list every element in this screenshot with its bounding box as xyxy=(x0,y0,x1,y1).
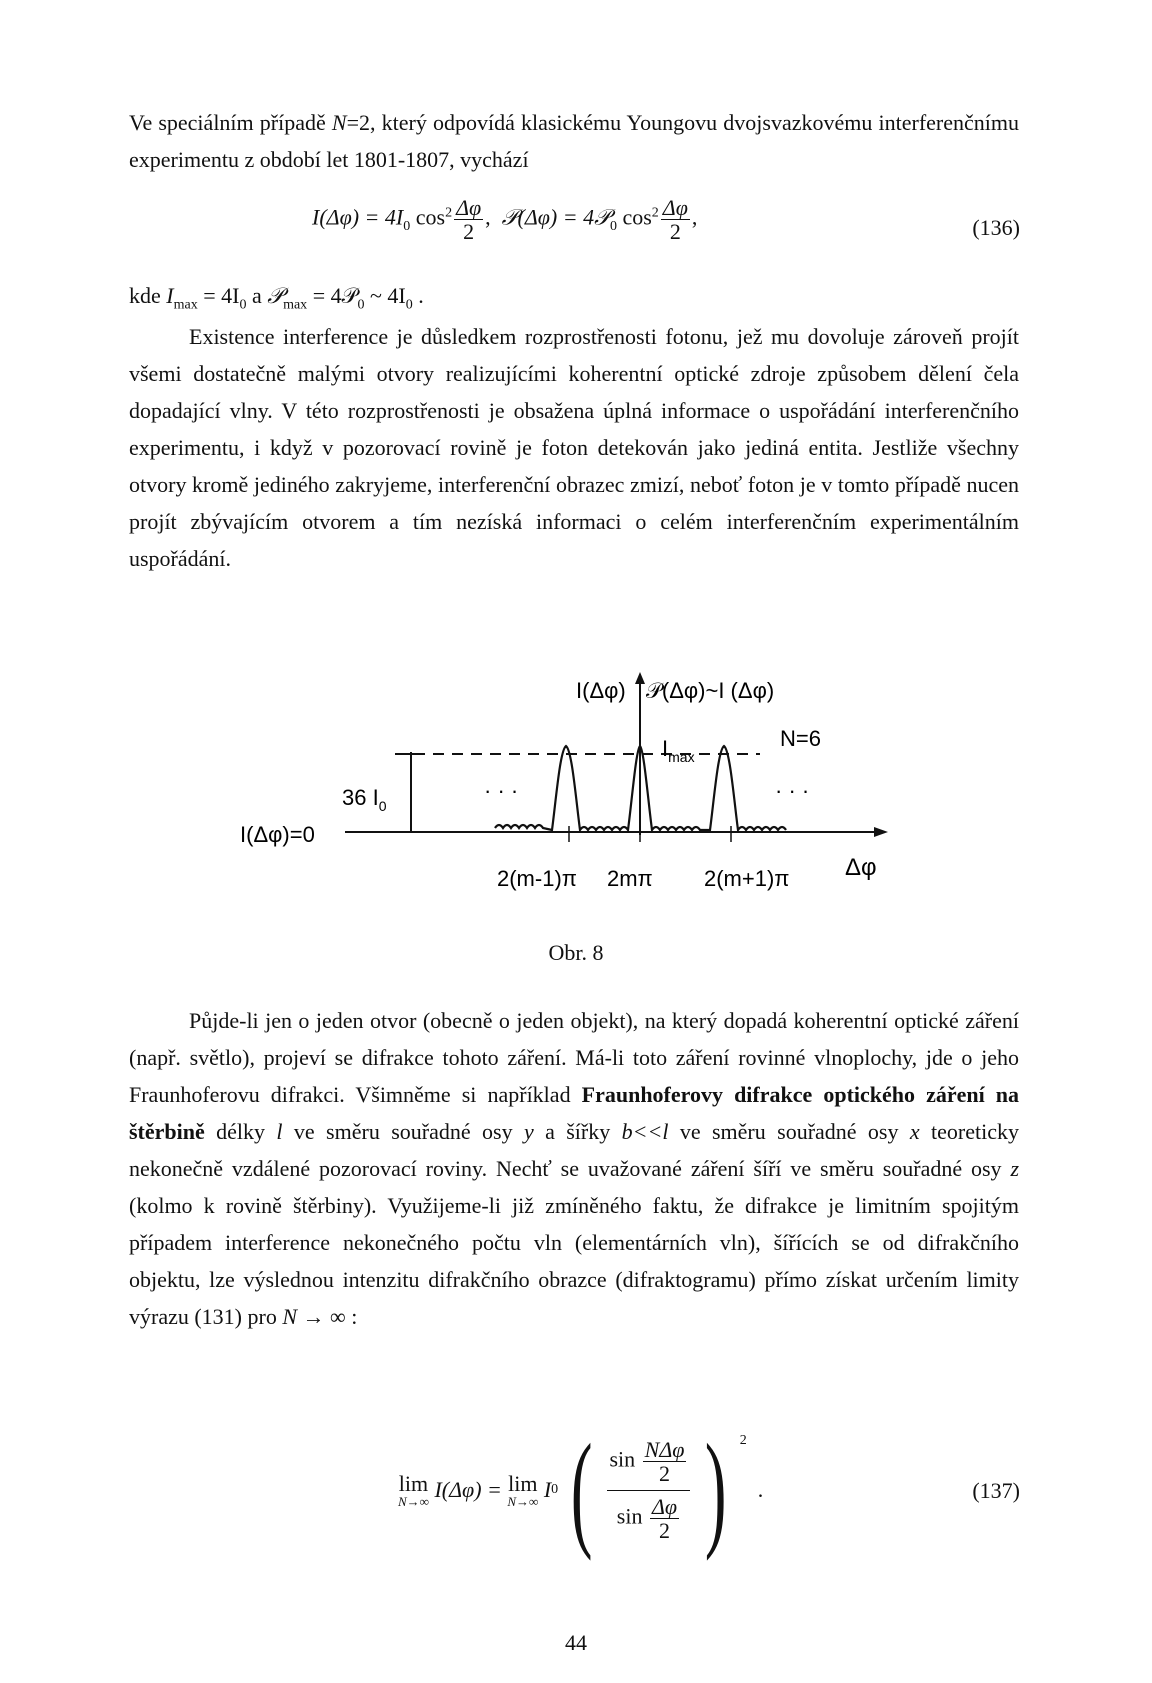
limit-operator: lim N→∞ xyxy=(398,1470,429,1509)
page-number: 44 xyxy=(565,1630,587,1655)
main-fraction: sin $\frac{\text{NΔφ}}{2}$ sin $\frac{\Delta\varphi}{2}$ xyxy=(607,1438,690,1541)
right-paren: ) xyxy=(705,1418,727,1562)
axis-label-delta-phi: Δφ xyxy=(845,854,877,881)
tick-label-m: 2mπ xyxy=(607,866,653,891)
label-36-i0: 36 $I_0$ xyxy=(342,785,387,814)
paragraph-diffraction: Půjde-li jen o jeden otvor (obecně o jeden objekt), na který dopadá koherentní optické záření (např. světlo), projeví se difrakce tohoto záření. Má-li toto záření rovinné vlnoplochy, jde o jeho Fraunhoferovu difrakci. Všimněme si například Fraunhoferovy difrakce optického záření na štěrbině délky l ve směru souřadné osy y a šířky b<<l ve směru souřadné osy x teoreticky nekonečně vzdálené pozorovací roviny. Nechť se uvažované záření šíří ve směru souřadné osy z (kolmo k rovině štěrbiny). Využijeme-li již zmíněného faktu, že difrakce je limitním spojitým případem interference nekonečného počtu vln (elementárních vln), šířících se od difrakčního objektu, lze výslednou intenzitu difrakčního obrazce (difraktogramu) přímo získat určením limity výrazu (131) pro N → ∞ : xyxy=(129,1008,1020,1329)
left-paren: ( xyxy=(570,1418,593,1562)
vertical-axis-arrow xyxy=(635,672,645,684)
label-p-delta-phi: 𝒫(Δφ)~I (Δφ) xyxy=(646,678,775,703)
fraction: $\frac{\Delta\varphi}{2}$ xyxy=(456,195,482,245)
interference-figure xyxy=(0,650,1152,920)
paragraph-intro: Ve speciálním případě N=2, který odpovídá klasickému Youngovu dvojsvazkovému interferenčnímu experimentu z období let 1801-1807, vychází xyxy=(129,110,1019,172)
figure-caption: Obr. 8 xyxy=(548,940,604,965)
limit-operator: lim N→∞ xyxy=(507,1470,539,1509)
label-n: N=6 xyxy=(780,726,821,751)
tick-label-m+1: 2(m+1)π xyxy=(704,866,790,891)
dots-left: · · · xyxy=(484,778,519,803)
label-imax: $I_{max}$ xyxy=(662,736,695,765)
kde-line: kde $I_{max} = 4I_0$ a 𝒫$_{max}$ = 4𝒫$_0$ ~ $4I_0$ . xyxy=(129,283,424,313)
equation-137: lim N→∞ I(Δφ) = lim N→∞ I 0 ( sin $\frac{\text{NΔφ}}{2}$ sin $\frac{\Delta\varphi}{2}$ ) $^2$ . xyxy=(398,1418,764,1562)
horizontal-axis-arrow xyxy=(874,827,888,837)
label-intensity-zero: I(Δφ)=0 xyxy=(240,822,315,847)
paragraph-interference: Existence interference je důsledkem rozprostřenosti fotonu, jež mu dovoluje zároveň projít všemi dostatečně malými otvory realizujícími koherentní optické zdroje způsobem dělení čela dopadající vlny. V této rozprostřenosti je obsažena úplná informace o uspořádání interferenčního experimentu, i když v pozorovací rovině je foton detekován jako jediná entita. Jestliže všechny otvory kromě jediného zakryjeme, interferenční obrazec zmizí, neboť foton je v tomto případě nucen projít zbývajícím otvorem a tím nezíská informaci o celém interferenčním experimentálním uspořádání. xyxy=(129,324,1019,571)
equation-number-137: (137) xyxy=(972,1478,1020,1503)
dots-right: · · · xyxy=(775,778,810,803)
fraction: $\frac{\Delta\varphi}{2}$ xyxy=(662,195,688,245)
equation-number-136: (136) xyxy=(972,215,1020,240)
label-i-delta-phi: I(Δφ) xyxy=(576,678,626,703)
equation-136: $I(\Delta\varphi) = 4I_0$ $\cos^2$ $\frac{\Delta\varphi}{2}$ , 𝒫(Δφ) = 4𝒫$_0$ $\cos^2$ $\frac{\Delta\varphi}{2}$ , xyxy=(312,195,698,245)
tick-label-m-1: 2(m-1)π xyxy=(497,866,577,891)
